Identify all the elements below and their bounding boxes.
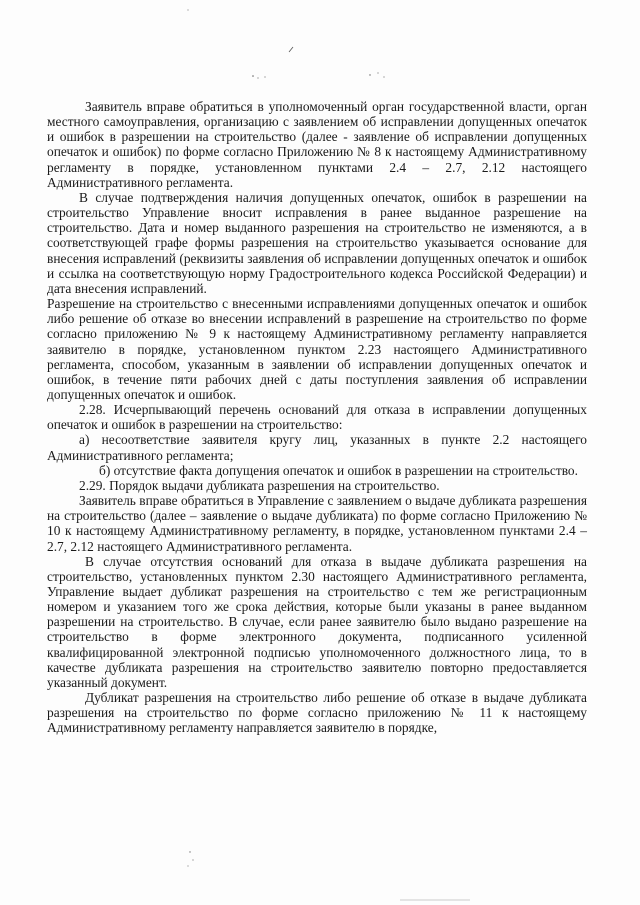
- paragraph-applicant-right: Заявитель вправе обратиться в уполномоченный орган государственной власти, орган местного самоуправления, организацию с заявлением об исправлении допущенных опечаток и ошибок в разрешении на строительство (далее - заявление об исправлении допущенных опечаток и ошибок) по форме согласно Приложению № 8 к настоящему Административному регламенту в порядке, установленном пунктами 2.4 – 2.7, 2.12 настоящего Административного регламента.: [47, 99, 587, 190]
- paragraph-duplicate-decision: Дубликат разрешения на строительство либо решение об отказе в выдаче дубликата разрешения на строительство по форме согласно приложению № 11 к настоящему Административному регламенту направляется заявителю в порядке,: [47, 690, 587, 736]
- list-item-a: а) несоответствие заявителя кругу лиц, указанных в пункте 2.2 настоящего Административного регламента;: [47, 432, 587, 463]
- paragraph-confirmation-of-errors: В случае подтверждения наличия допущенных опечаток, ошибок в разрешении на строительство Управление вносит исправления в ранее выданное разрешение на строительство. Дата и номер выданного разрешения на строительство не изменяются, а в соответствующей графе формы разрешения на строительство указывается основание для внесения исправлений (реквизиты заявления об исправлении допущенных опечаток и ошибок и ссылка на соответствующую норму Градостроительного кодекса Российской Федерации) и дата внесения исправлений.: [47, 189, 587, 296]
- list-item-b: б) отсутствие факта допущения опечаток и ошибок в разрешении на строительство.: [99, 462, 578, 478]
- paragraph-corrected-permit: Разрешение на строительство с внесенными исправлениями допущенных опечаток и ошибок либо решение об отказе во внесении исправлений в разрешение на строительство по форме согласно приложению № 9 к настоящему Административному регламенту направляется заявителю в порядке, установленном пунктом 2.23 настоящего Административного регламента, способом, указанным в заявлении об исправлении допущенных опечаток и ошибок, в течение пяти рабочих дней с даты поступления заявления об исправлении допущенных опечаток и ошибок.: [47, 296, 587, 402]
- document-body: [47, 99, 587, 736]
- paragraph-2-29-heading: 2.29. Порядок выдачи дубликата разрешения на строительство.: [79, 477, 440, 493]
- paragraph-2-28-heading: 2.28. Исчерпывающий перечень оснований для отказа в исправлении допущенных опечаток и ошибок в разрешении на строительство:: [47, 402, 587, 433]
- paragraph-duplicate-issuance: В случае отсутствия оснований для отказа в выдаче дубликата разрешения на строительство, установленных пунктом 2.30 настоящего Административного регламента, Управление выдает дубликат разрешения на строительство с тем же регистрационным номером и указанием того же срока действия, которые были указаны в ранее выданном разрешении на строительство. В случае, если ранее заявителю было выдано разрешение на строительство в форме электронного документа, подписанного усиленной квалифицированной электронной подписью уполномоченного должностного лица, то в качестве дубликата разрешения на строительство заявителю повторно предоставляется указанный документ.: [47, 553, 587, 690]
- paragraph-duplicate-request: Заявитель вправе обратиться в Управление с заявлением о выдаче дубликата разрешения на строительство (далее – заявление о выдаче дубликата) по форме согласно Приложению № 10 к настоящему Административному регламенту, в порядке, установленном пунктами 2.4 – 2.7, 2.12 настоящего Административного регламента.: [47, 493, 587, 554]
